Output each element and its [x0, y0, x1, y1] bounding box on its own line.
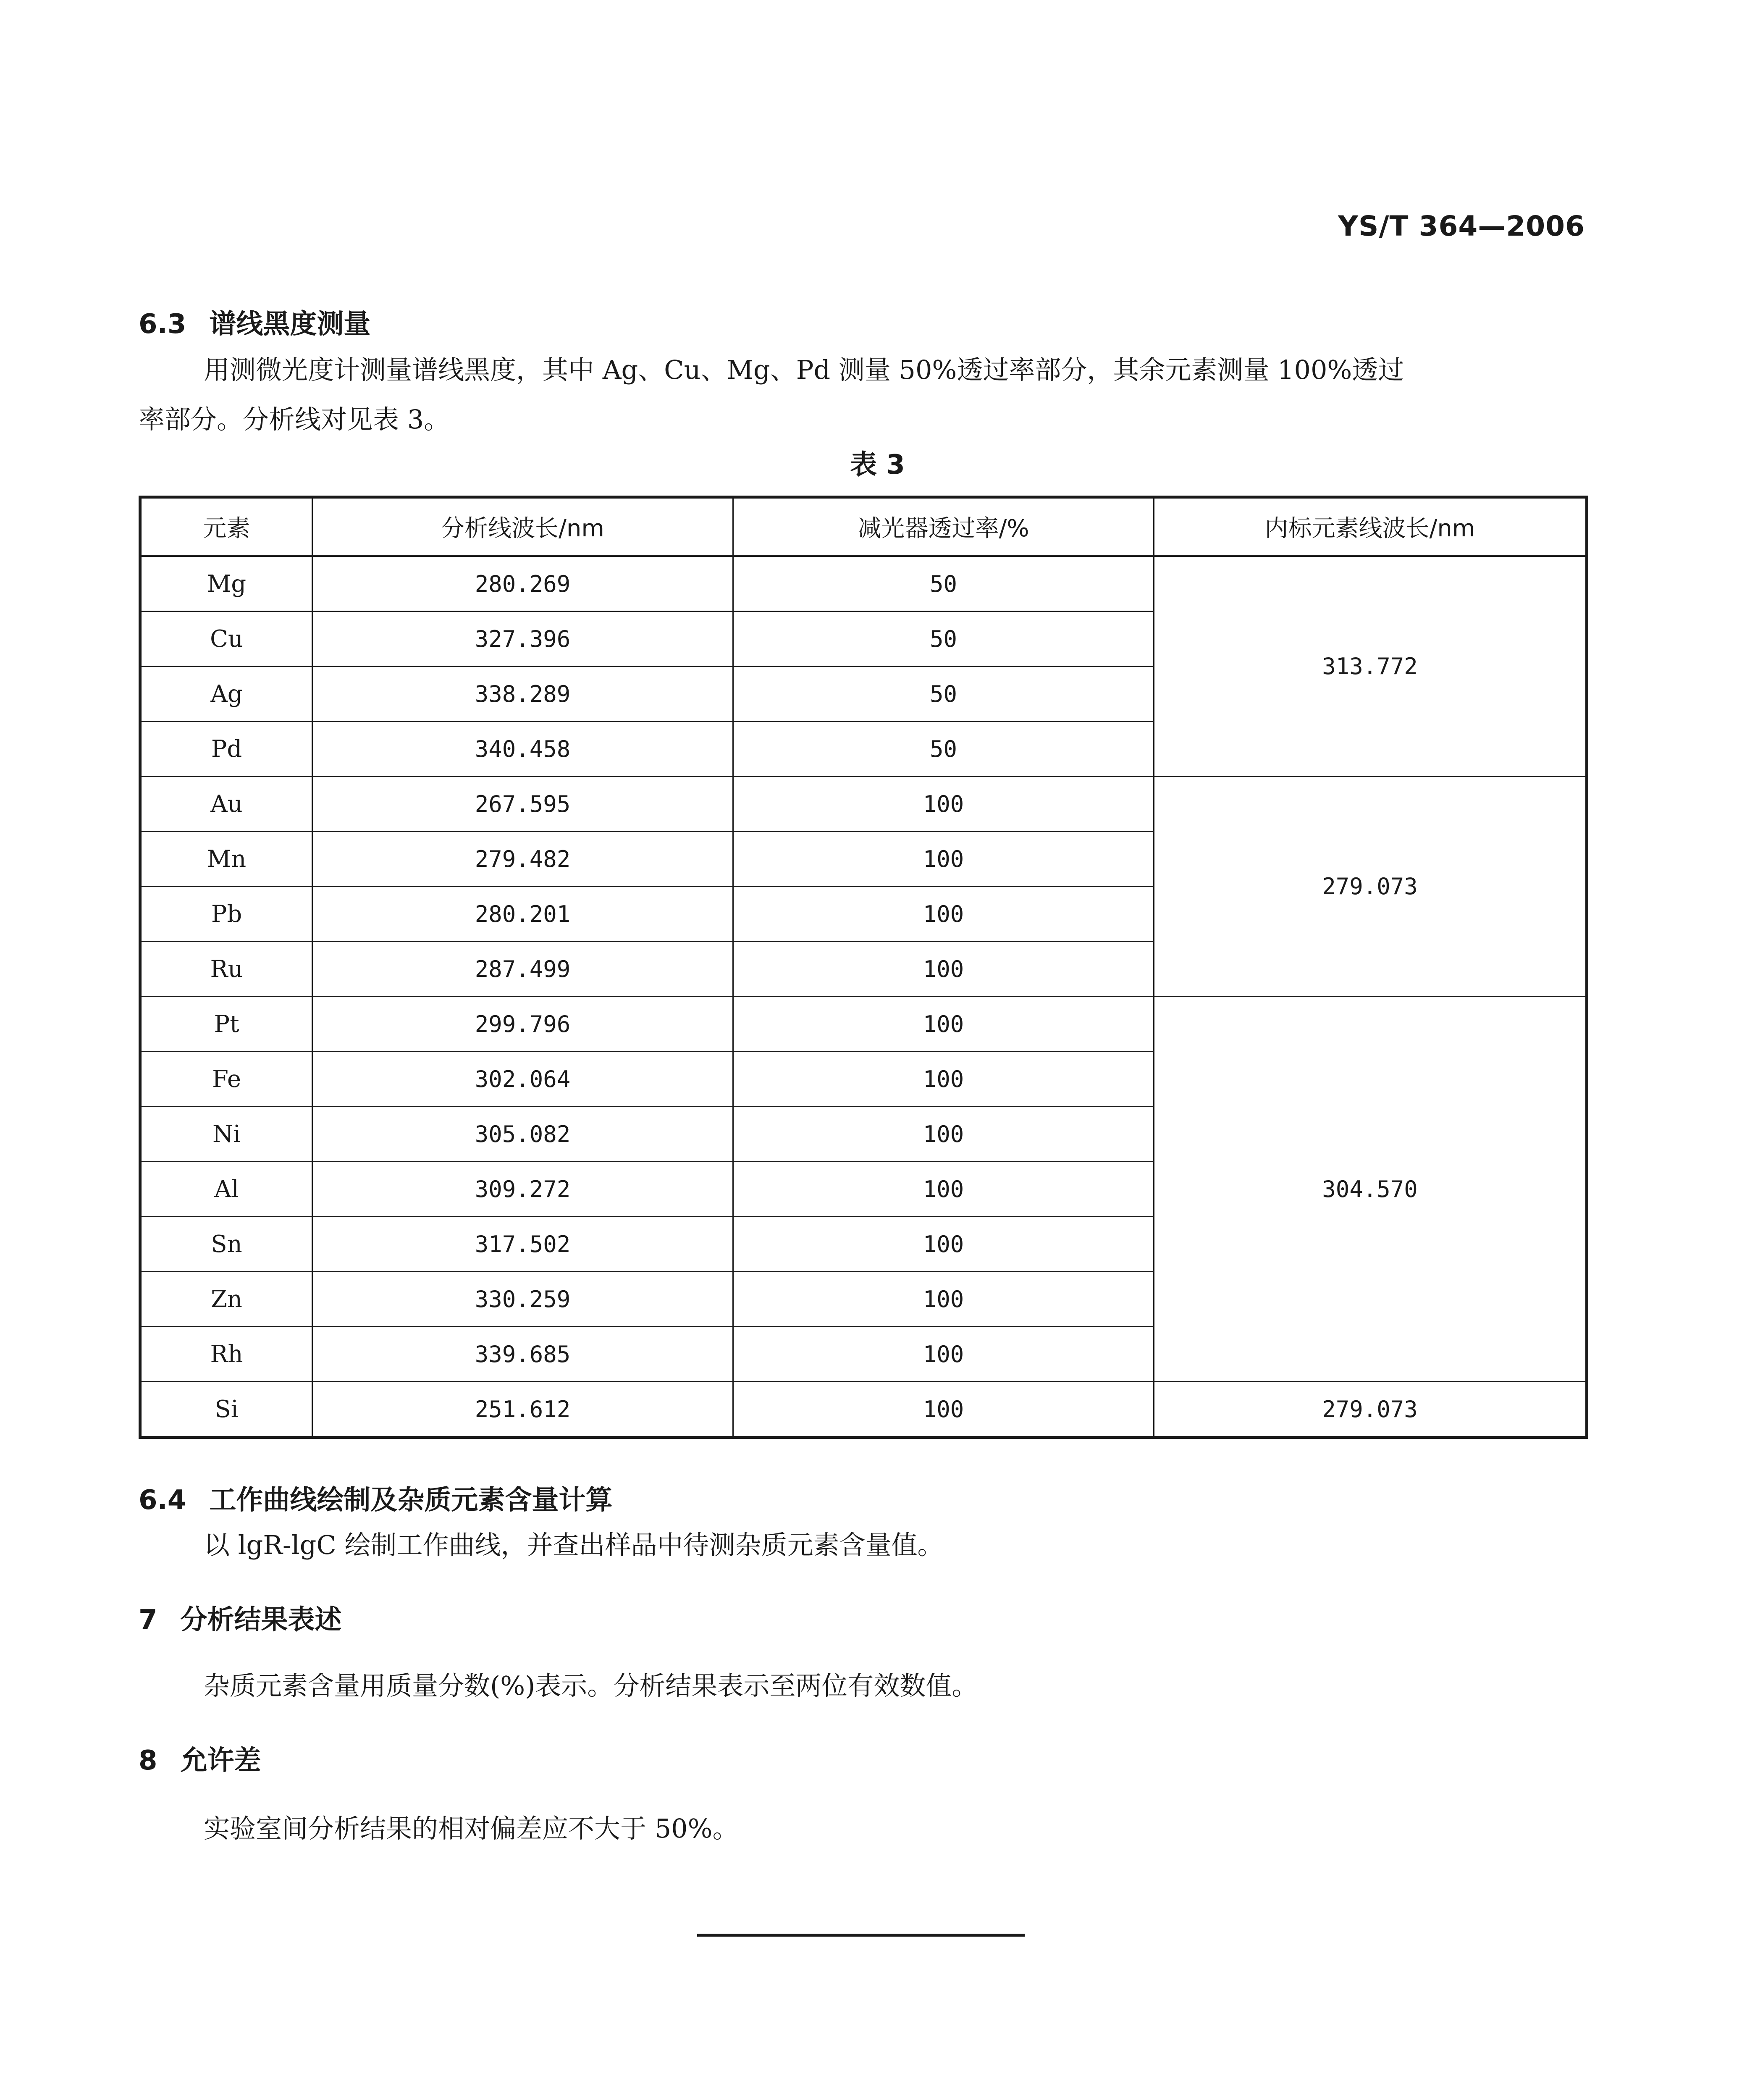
cell-wavelength: 330.259: [312, 1272, 733, 1327]
header-element: 元素: [140, 497, 312, 556]
cell-element: Al: [140, 1162, 312, 1217]
cell-wavelength: 317.502: [312, 1217, 733, 1272]
cell-wavelength: 279.482: [312, 832, 733, 887]
section-number: 8: [139, 1745, 157, 1776]
end-rule-divider: [697, 1934, 1025, 1937]
cell-transmittance: 100: [733, 1107, 1154, 1162]
section-7-text: 杂质元素含量用质量分数(%)表示。分析结果表示至两位有效数值。: [204, 1670, 978, 1701]
section-number: 7: [139, 1604, 157, 1635]
cell-wavelength: 305.082: [312, 1107, 733, 1162]
section-6-3-line-2: 率部分。分析线对见表 3。: [139, 404, 450, 435]
section-number: 6.3: [139, 309, 186, 340]
cell-wavelength: 280.269: [312, 556, 733, 612]
cell-internal-standard: 304.570: [1154, 997, 1587, 1382]
cell-element: Mg: [140, 556, 312, 612]
cell-transmittance: 50: [733, 667, 1154, 722]
cell-wavelength: 251.612: [312, 1382, 733, 1438]
cell-element: Sn: [140, 1217, 312, 1272]
cell-wavelength: 340.458: [312, 722, 733, 777]
cell-element: Fe: [140, 1052, 312, 1107]
cell-element: Pt: [140, 997, 312, 1052]
cell-transmittance: 100: [733, 832, 1154, 887]
standard-code: YS/T 364—2006: [1338, 210, 1585, 242]
table-row: [140, 556, 1587, 612]
cell-transmittance: 100: [733, 887, 1154, 942]
cell-element: Zn: [140, 1272, 312, 1327]
cell-wavelength: 327.396: [312, 612, 733, 667]
header-internal-standard: 内标元素线波长/nm: [1154, 497, 1587, 556]
cell-wavelength: 309.272: [312, 1162, 733, 1217]
cell-element: Rh: [140, 1327, 312, 1382]
section-number: 6.4: [139, 1485, 186, 1516]
cell-transmittance: 50: [733, 722, 1154, 777]
cell-wavelength: 339.685: [312, 1327, 733, 1382]
section-title: 谱线黑度测量: [209, 309, 371, 340]
cell-transmittance: 100: [733, 1162, 1154, 1217]
cell-transmittance: 100: [733, 1382, 1154, 1438]
cell-transmittance: 100: [733, 1217, 1154, 1272]
cell-transmittance: 100: [733, 1272, 1154, 1327]
cell-internal-standard: 279.073: [1154, 1382, 1587, 1438]
section-title: 分析结果表述: [180, 1604, 342, 1635]
cell-element: Pd: [140, 722, 312, 777]
cell-transmittance: 100: [733, 1327, 1154, 1382]
section-8-heading: [139, 1739, 261, 1777]
cell-element: Au: [140, 777, 312, 832]
cell-wavelength: 287.499: [312, 942, 733, 997]
header-wavelength: 分析线波长/nm: [312, 497, 733, 556]
analysis-line-table: [139, 496, 1588, 1439]
cell-transmittance: 100: [733, 1052, 1154, 1107]
header-transmittance: 减光器透过率/%: [733, 497, 1154, 556]
table-row: [140, 1382, 1587, 1438]
cell-element: Cu: [140, 612, 312, 667]
section-title: 允许差: [180, 1745, 261, 1776]
cell-wavelength: 338.289: [312, 667, 733, 722]
section-6-3-line-1: 用测微光度计测量谱线黑度，其中 Ag、Cu、Mg、Pd 测量 50%透过率部分，其余元素测量 100%透过: [204, 354, 1404, 385]
section-7-heading: [139, 1598, 342, 1637]
cell-element: Ag: [140, 667, 312, 722]
cell-transmittance: 50: [733, 556, 1154, 612]
cell-wavelength: 267.595: [312, 777, 733, 832]
cell-transmittance: 100: [733, 942, 1154, 997]
cell-element: Ni: [140, 1107, 312, 1162]
section-6-4-text: 以 lgR-lgC 绘制工作曲线，并查出样品中待测杂质元素含量值。: [204, 1530, 944, 1560]
cell-transmittance: 100: [733, 777, 1154, 832]
table-header-row: [140, 497, 1587, 556]
cell-element: Ru: [140, 942, 312, 997]
cell-internal-standard: 313.772: [1154, 556, 1587, 777]
cell-transmittance: 100: [733, 997, 1154, 1052]
section-6-4-heading: [139, 1478, 612, 1517]
cell-wavelength: 299.796: [312, 997, 733, 1052]
table-row: [140, 777, 1587, 832]
table-row: [140, 997, 1587, 1052]
cell-transmittance: 50: [733, 612, 1154, 667]
table-caption: 表 3: [850, 449, 905, 480]
cell-element: Mn: [140, 832, 312, 887]
cell-element: Pb: [140, 887, 312, 942]
cell-element: Si: [140, 1382, 312, 1438]
section-title: 工作曲线绘制及杂质元素含量计算: [209, 1485, 613, 1516]
cell-wavelength: 302.064: [312, 1052, 733, 1107]
cell-wavelength: 280.201: [312, 887, 733, 942]
section-8-text: 实验室间分析结果的相对偏差应不大于 50%。: [204, 1813, 739, 1844]
cell-internal-standard: 279.073: [1154, 777, 1587, 997]
section-6-3-heading: [139, 302, 370, 341]
